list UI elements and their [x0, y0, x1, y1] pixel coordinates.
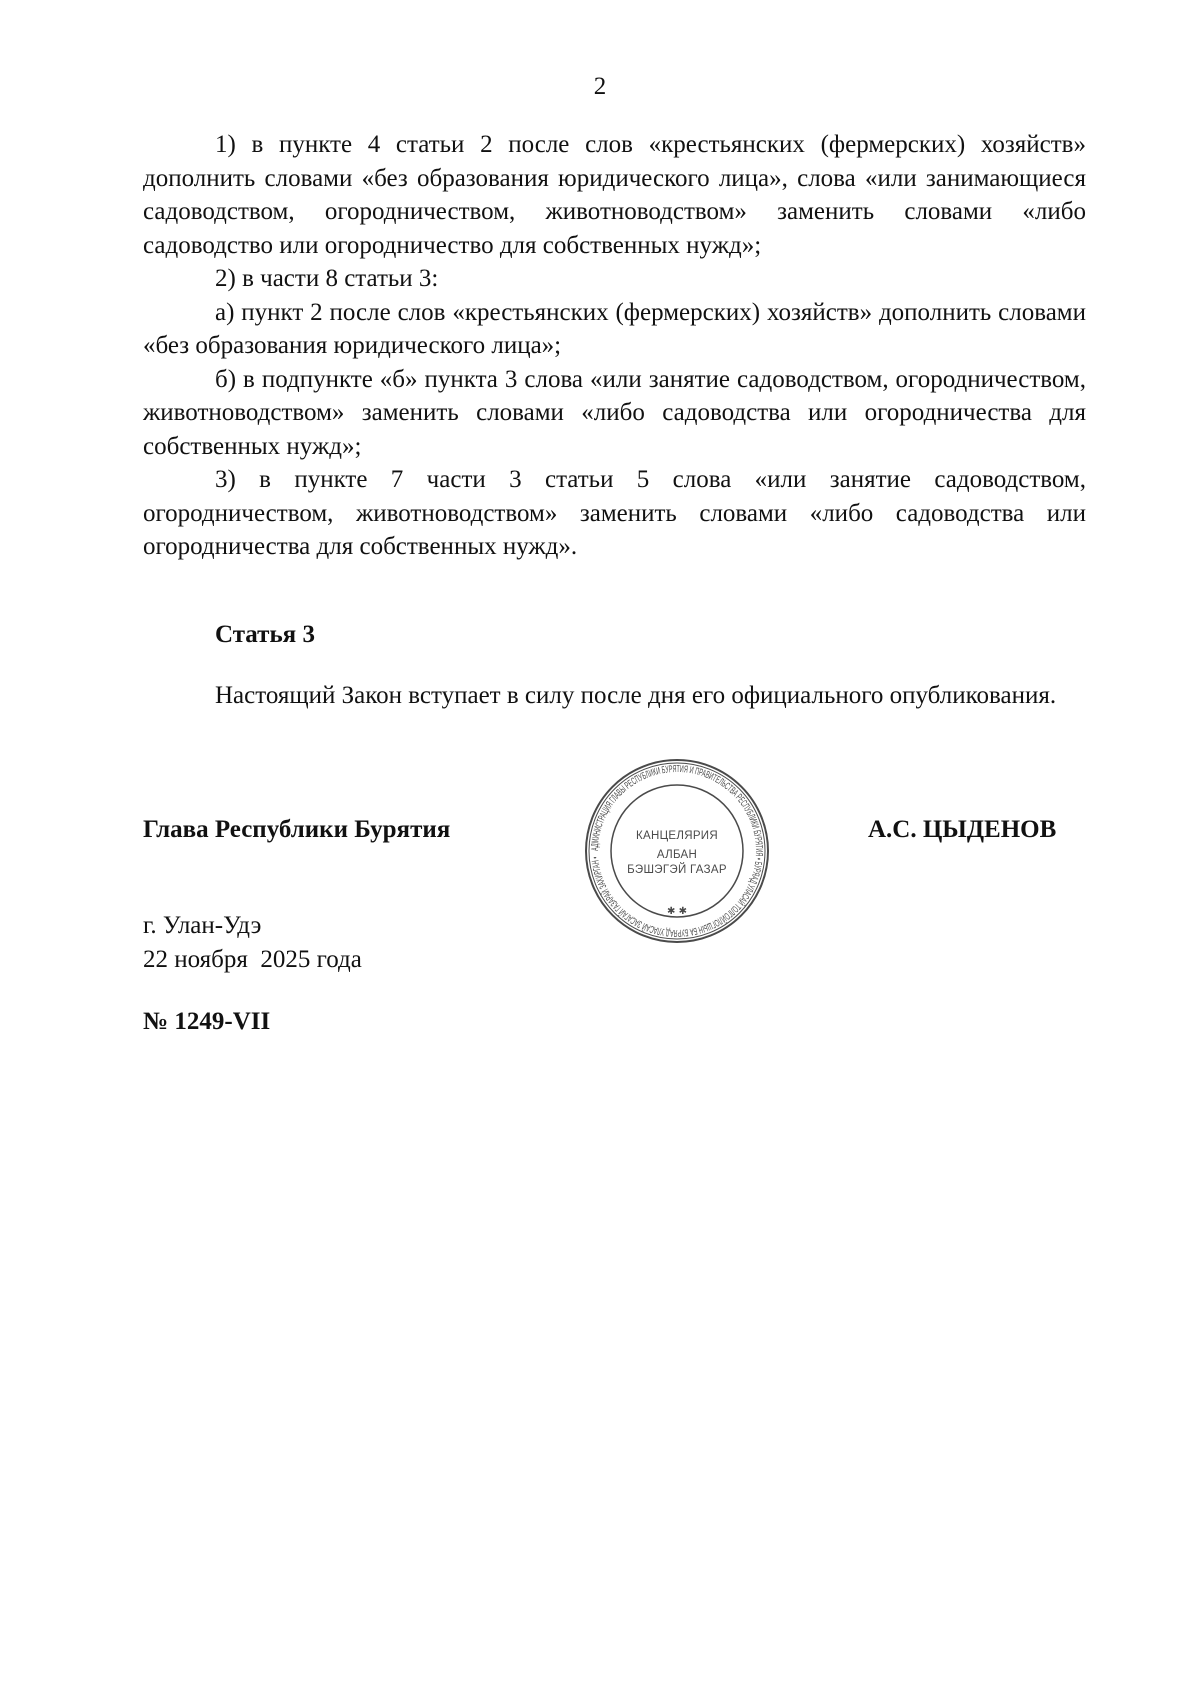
law-number: № 1249-VII	[143, 1008, 271, 1035]
date: 22 ноября 2025 года	[143, 946, 362, 973]
seal-line-3: БЭШЭГЭЙ ГАЗАР	[627, 864, 727, 876]
place-date-block	[143, 909, 362, 977]
signatory-name: А.С. ЦЫДЕНОВ	[868, 816, 1057, 843]
seal-line-1: КАНЦЕЛЯРИЯ	[636, 830, 718, 842]
seal-star-icon: ✱ ✱	[667, 906, 687, 917]
amendment-item-3: 3) в пункте 7 части 3 статьи 5 слова «или занятие садоводством, огородничеством, животноводством» заменить словами «либо садоводства или огородничества для собственных нужд».	[143, 466, 1086, 560]
amendments-list	[143, 128, 1086, 564]
signatory-title: Глава Республики Бурятия	[143, 816, 451, 843]
official-seal	[582, 756, 772, 946]
page-number: 2	[593, 73, 607, 100]
article-heading: Статья 3	[215, 621, 315, 648]
amendment-subitem-a: а) пункт 2 после слов «крестьянских (фермерских) хозяйств» дополнить словами «без образования юридического лица»;	[143, 298, 1086, 359]
amendment-item-2: 2) в части 8 статьи 3:	[215, 265, 439, 292]
amendment-item-1: 1) в пункте 4 статьи 2 после слов «крестьянских (фермерских) хозяйств» дополнить словами «без образования юридического лица», слова «или занимающиеся садоводством, огородничеством, животноводством» заменить словами «либо садоводство или огородничество для собственных нужд»;	[143, 131, 1086, 259]
seal-line-2: АЛБАН	[656, 849, 698, 861]
article-paragraph: Настоящий Закон вступает в силу после дня его официального опубликования.	[215, 682, 1057, 709]
seal-ring-text: АДМИНИСТРАЦИЯ ГЛАВЫ РЕСПУБЛИКИ БУРЯТИЯ И ПРАВИТЕЛЬСТВА РЕСПУБЛИКИ БУРЯТИЯ • БУРЯАД УЛАСАЙ ТОЛГОЙЛОГШЫН БА БУРЯАД УЛАСАЙ ЗАСАГАЙ ГАЗАРАЙ ЗАХИРГАН •	[589, 763, 765, 939]
article-text	[143, 679, 1086, 713]
place: г. Улан-Удэ	[143, 912, 262, 939]
amendment-subitem-b: б) в подпункте «б» пункта 3 слова «или занятие садоводством, огородничеством, животноводством» заменить словами «либо садоводства или огородничества для собственных нужд»;	[143, 365, 1086, 460]
